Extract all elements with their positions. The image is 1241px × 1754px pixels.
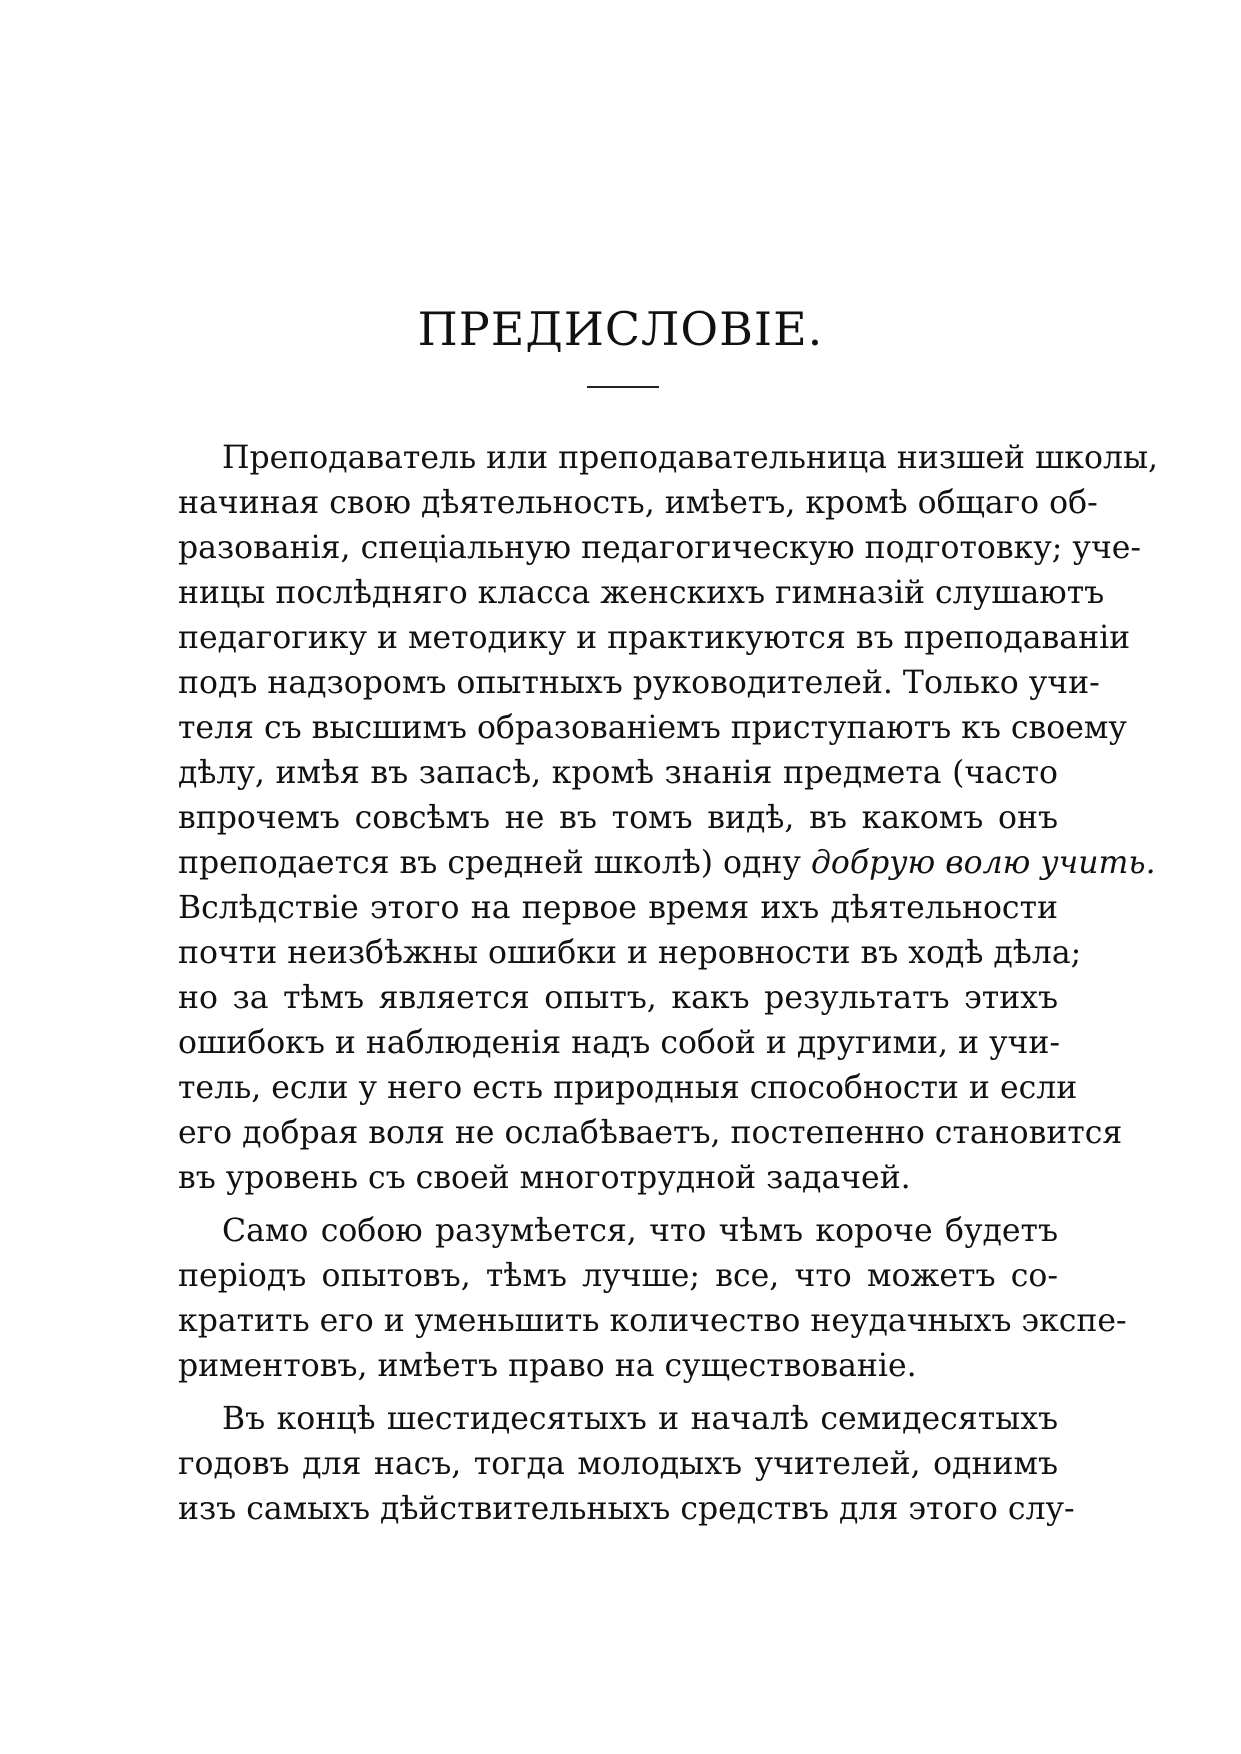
text-line: подъ надзоромъ опытныхъ руководителей. Только учи- <box>178 665 1100 701</box>
text-line: Въ концѣ шестидесятыхъ и началѣ семидесятыхъ <box>222 1401 1058 1437</box>
text-line: дѣлу, имѣя въ запасѣ, кромѣ знанія предмета (часто <box>178 755 1058 791</box>
text-line: но за тѣмъ является опытъ, какъ результатъ этихъ <box>178 980 1058 1016</box>
text-line: педагогику и методику и практикуются въ преподаваніи <box>178 620 1131 656</box>
text-line: риментовъ, имѣетъ право на существованіе. <box>178 1348 917 1384</box>
text-line: Преподаватель или преподавательница низшей школы, <box>222 440 1159 476</box>
text-line: Вслѣдствіе этого на первое время ихъ дѣятельности <box>178 890 1058 926</box>
text-line: его добрая воля не ослабѣваетъ, постепенно становится <box>178 1115 1123 1151</box>
text-line: Само собою разумѣется, что чѣмъ короче будетъ <box>222 1213 1058 1249</box>
text-line: ницы послѣдняго класса женскихъ гимназій слушаютъ <box>178 575 1105 611</box>
text-line: ошибокъ и наблюденія надъ собой и другими, и учи- <box>178 1025 1060 1061</box>
text-line: теля съ высшимъ образованіемъ приступаютъ къ своему <box>178 710 1127 746</box>
text-line: тель, если у него есть природныя способности и если <box>178 1070 1078 1106</box>
italic-phrase: добрую волю учить. <box>810 845 1156 881</box>
text-line: почти неизбѣжны ошибки и неровности въ ходѣ дѣла; <box>178 935 1082 971</box>
text-line: впрочемъ совсѣмъ не въ томъ видѣ, въ какомъ онъ <box>178 800 1058 836</box>
text-line: годовъ для насъ, тогда молодыхъ учителей, однимъ <box>178 1446 1058 1482</box>
page-title: ПРЕДИСЛОВІЕ. <box>417 302 824 356</box>
text-line: разованія, спеціальную педагогическую подготовку; уче- <box>178 530 1142 566</box>
text-line: въ уровень съ своей многотрудной задачей. <box>178 1160 911 1196</box>
text-line: начиная свою дѣятельность, имѣетъ, кромѣ общаго об- <box>178 485 1098 521</box>
text-line: періодъ опытовъ, тѣмъ лучше; все, что можетъ со- <box>178 1258 1058 1294</box>
text-segment: преподается въ средней школѣ) одну <box>178 845 801 881</box>
title-rule <box>587 386 659 388</box>
text-line: кратить его и уменьшить количество неудачныхъ экспе- <box>178 1303 1127 1339</box>
text-line: изъ самыхъ дѣйствительныхъ средствъ для этого слу- <box>178 1491 1075 1527</box>
text-line-with-italic <box>178 841 1156 885</box>
